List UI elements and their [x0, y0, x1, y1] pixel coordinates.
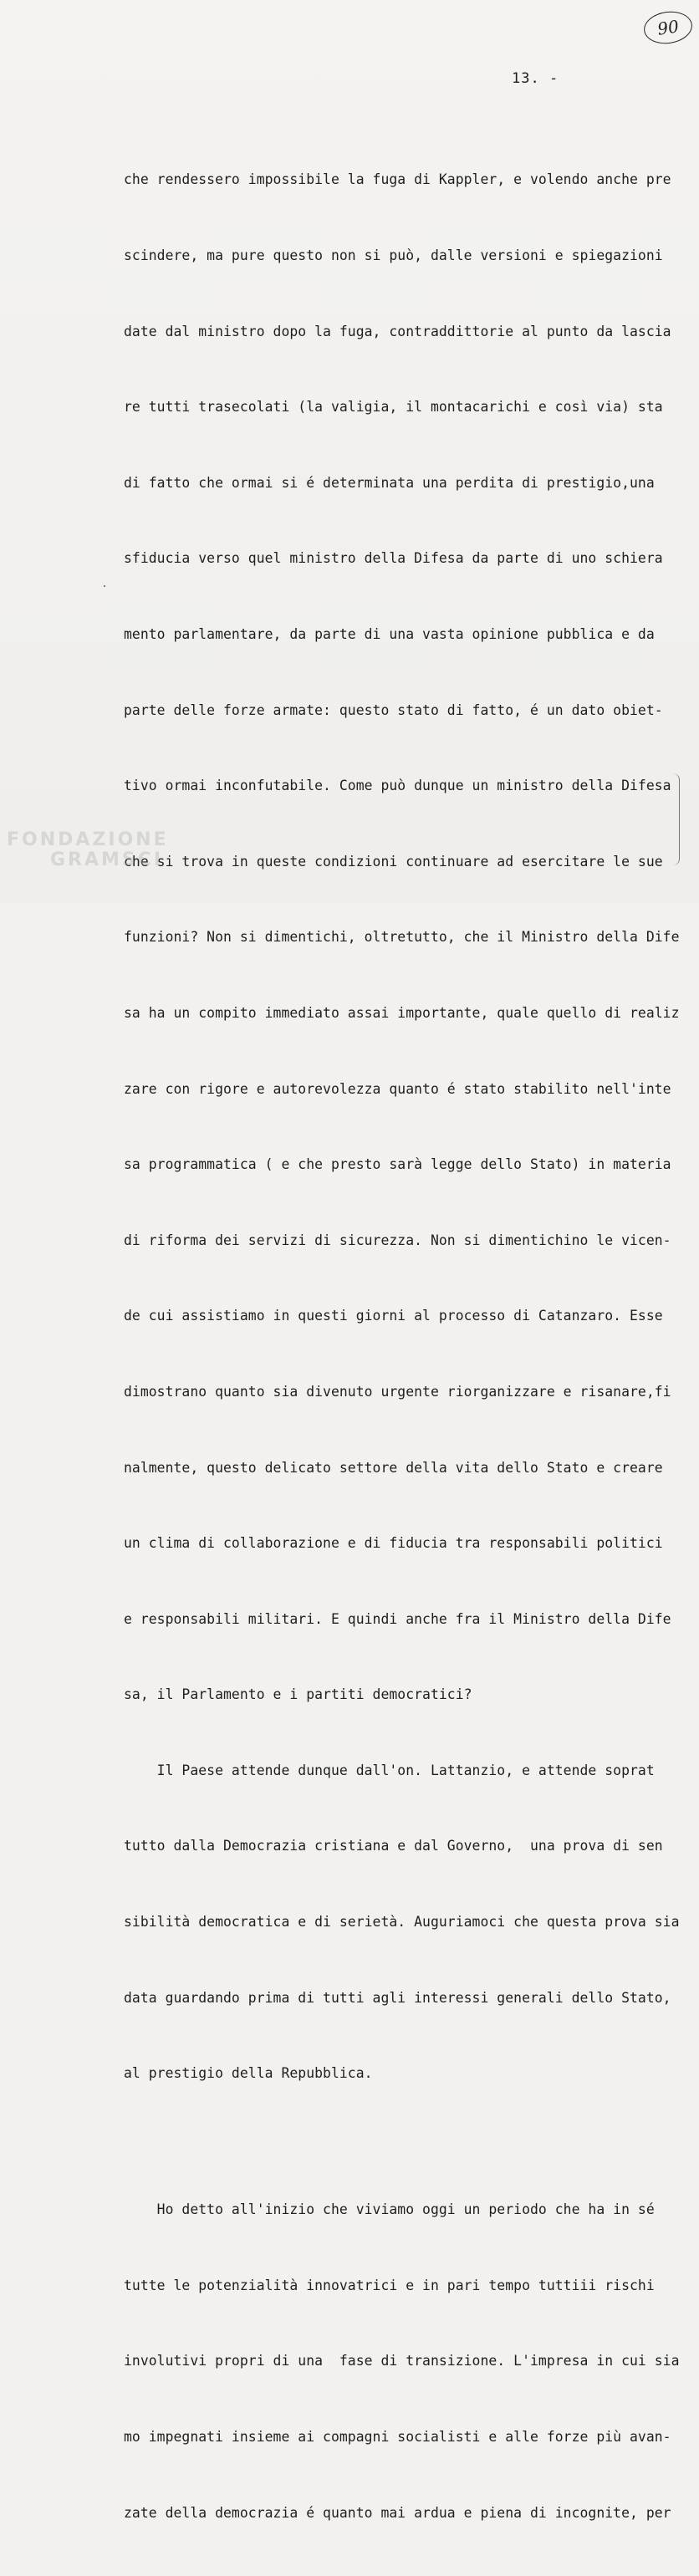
stamp-number: 90 — [656, 16, 681, 39]
text-line: zate della democrazia é quanto mai ardua e piena di incognite, per — [124, 2504, 671, 2521]
text-line: di fatto che ormai si é determinata una perdita di prestigio,una — [124, 474, 655, 491]
document-body — [124, 117, 686, 2576]
text-line: data guardando prima di tutti agli interessi generali dello Stato, — [124, 1989, 671, 2006]
text-line: sibilità democratica e di serietà. Auguriamoci che questa prova sia — [124, 1914, 680, 1931]
text-line: nalmente, questo delicato settore della vita dello Stato e creare — [124, 1459, 663, 1476]
text-line: sa programmatica ( e che presto sarà legge dello Stato) in materia — [124, 1156, 671, 1173]
page-number: 13. - — [512, 70, 559, 87]
text-line: parte delle forze armate: questo stato di fatto, é un dato obiet- — [124, 701, 663, 718]
watermark-line-1: FONDAZIONE — [7, 829, 169, 850]
text-line: involutivi propri di una fase di transizione. L'impresa in cui sia — [124, 2353, 680, 2369]
text-line: Ho detto all'inizio che viviamo oggi un periodo che ha in sé — [124, 2201, 655, 2218]
text-line: zare con rigore e autorevolezza quanto é stato stabilito nell'inte — [124, 1080, 671, 1097]
text-line: de cui assistiamo in questi giorni al processo di Catanzaro. Esse — [124, 1308, 663, 1324]
text-line: un clima di collaborazione e di fiducia tra responsabili politici — [124, 1535, 663, 1552]
text-line: che rendessero impossibile la fuga di Kappler, e volendo anche pre — [124, 171, 671, 188]
text-line: sa ha un compito immediato assai importante, quale quello di realiz — [124, 1004, 680, 1021]
text-line: date dal ministro dopo la fuga, contraddittorie al punto da lascia — [124, 323, 671, 339]
text-line: funzioni? Non si dimentichi, oltretutto, che il Ministro della Dife — [124, 929, 680, 946]
text-line: scindere, ma pure questo non si può, dalle versioni e spiegazioni — [124, 247, 663, 263]
text-line: tivo ormai inconfutabile. Come può dunque un ministro della Difesa — [124, 778, 671, 794]
text-line: sfiducia verso quel ministro della Difesa da parte di uno schiera — [124, 550, 663, 567]
text-line: tutte le potenzialità innovatrici e in pari tempo tuttiii rischi — [124, 2277, 655, 2293]
text-line: e responsabili militari. E quindi anche fra il Ministro della Dife — [124, 1610, 671, 1627]
text-line: dimostrano quanto sia divenuto urgente riorganizzare e risanare,fi — [124, 1383, 671, 1400]
archive-page-stamp — [642, 8, 695, 47]
text-line: di riforma dei servizi di sicurezza. Non si dimentichino le vicen- — [124, 1232, 671, 1248]
paragraph-gap — [124, 2137, 686, 2147]
text-line: che si trova in queste condizioni continuare ad esercitare le sue — [124, 853, 663, 870]
text-line: mento parlamentare, da parte di una vasta opinione pubblica e da — [124, 625, 655, 642]
watermark-line-2: GRAMSCI — [50, 849, 164, 870]
margin-pencil-mark — [671, 773, 680, 865]
text-line: Il Paese attende dunque dall'on. Lattanzio, e attende soprat — [124, 1762, 655, 1778]
text-line: re tutti trasecolati (la valigia, il montacarichi e così via) sta — [124, 399, 663, 416]
margin-dot — [104, 585, 105, 587]
text-line: tutto dalla Democrazia cristiana e dal Governo, una prova di sen — [124, 1838, 663, 1854]
text-line: sa, il Parlamento e i partiti democratici? — [124, 1686, 472, 1703]
text-line: al prestigio della Repubblica. — [124, 2065, 373, 2082]
text-line: mo impegnati insieme ai compagni socialisti e alle forze più avan- — [124, 2429, 671, 2446]
